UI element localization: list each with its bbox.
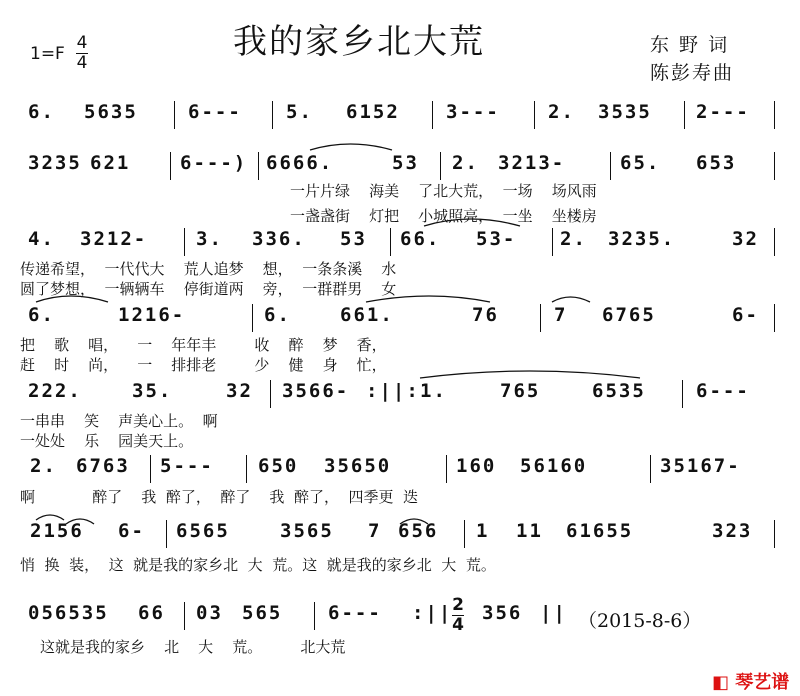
date-stamp: （2015-8-6） [578,610,702,632]
lyric-line: 一处处 乐 园美天上。 [20,432,194,450]
note-group: 5--- [160,455,214,477]
slur-arc [310,144,392,150]
note-group: 56160 [520,455,588,477]
lyricist-credit: 东 野 词 [650,34,730,56]
note-group: 3566- [282,380,350,402]
note-group: 765 [500,380,541,402]
note-group: 53- [476,228,517,250]
time-signature-top: 2 [452,595,464,615]
note-group: 3212- [80,228,148,250]
note-group: 3. [196,228,223,250]
lyric-line: 这就是我的家乡 北 大 荒。 北大荒 [40,638,346,656]
lyric-line: 赶 时 尚， 一 排排老 少 健 身 忙， [20,356,387,374]
logo-text: 琴艺谱 [735,672,790,693]
note-group: 6535 [592,380,646,402]
repeat-sign: :||: [366,380,420,402]
note-group: 056535 [28,602,109,624]
note-group: 1 [476,520,490,542]
note-group: 661. [340,304,394,326]
note-group: 35650 [324,455,392,477]
time-signature-top: 4 [76,33,88,53]
slur-arc [36,515,64,520]
key-signature: 1=F [30,44,65,64]
note-group: 6565 [176,520,230,542]
note-group: 656 [398,520,439,542]
note-group: 4. [28,228,55,250]
time-signature-bottom: 4 [76,53,88,73]
note-group: 6. [28,101,55,123]
note-group: 3535 [598,101,652,123]
note-group: 2. [548,101,575,123]
composer-credit: 陈彭寿曲 [650,62,735,84]
note-group: 6--- [328,602,382,624]
slur-arc [420,371,640,378]
slur-arc [366,296,490,302]
note-group: 6- [732,304,759,326]
note-group: 7 [368,520,382,542]
slur-arc [66,519,94,524]
lyric-line: 把 歌 唱， 一 年年丰 收 醉 梦 香， [20,336,387,354]
note-group: 76 [472,304,499,326]
slur-arc [36,296,108,302]
note-group: 6666. [266,152,334,174]
note-group: 61655 [566,520,634,542]
logo-icon: ◧ [712,672,730,693]
note-group: 5. [286,101,313,123]
note-group: 2. [30,455,57,477]
note-group: 3565 [280,520,334,542]
note-group: 3--- [446,101,500,123]
note-group: 2. [560,228,587,250]
note-group: 6152 [346,101,400,123]
note-group: 53 [392,152,419,174]
slur-arc [400,519,428,524]
brand-logo [712,668,789,694]
note-group: 35167- [660,455,741,477]
note-group: 222. [28,380,82,402]
note-group: 32 [732,228,759,250]
lyric-line: 啊 醉了 我 醉了， 醉了 我 醉了， 四季更 迭 [20,488,419,506]
note-group: 650 [258,455,299,477]
note-group: 35. [132,380,173,402]
note-group: 03 [196,602,223,624]
note-group: 1216- [118,304,186,326]
note-group: 32 [226,380,253,402]
note-group: 621 [90,152,131,174]
song-title: 我的家乡北大荒 [233,22,485,62]
note-group: 2156 [30,520,84,542]
note-group: 6765 [602,304,656,326]
note-group: 356 [482,602,523,624]
note-group: 6--- [188,101,242,123]
lyric-line: 圆了梦想， 一辆辆车 停街道两 旁， 一群群男 女 [20,280,397,298]
note-group: 6- [118,520,145,542]
note-group: 323 [712,520,753,542]
lyric-line: 一片片绿 海美 了北大荒， 一场 场风雨 [290,182,597,200]
note-group: 336. [252,228,306,250]
note-group: 53 [340,228,367,250]
note-group: 7 [554,304,568,326]
repeat-end-sign: :|| [412,602,453,624]
lyric-line: 一盏盏街 灯把 小城照亮， 一坐 坐楼房 [290,207,597,225]
note-group: 6763 [76,455,130,477]
note-group: 3235 [28,152,82,174]
note-group: 6---) [180,152,248,174]
note-group: 66. [400,228,441,250]
note-group: 66 [138,602,165,624]
note-group: 65. [620,152,661,174]
note-group: 6. [28,304,55,326]
lyric-line: 一串串 笑 声美心上。 啊 [20,412,218,430]
note-group: 3213- [498,152,566,174]
note-group: 2. [452,152,479,174]
note-group: 11 [516,520,543,542]
time-signature-bottom: 4 [452,615,464,635]
note-group: 565 [242,602,283,624]
note-group: 160 [456,455,497,477]
final-barline: || [540,602,567,624]
slur-arc [552,297,590,302]
slur-arc [424,219,520,226]
note-group: 1. [420,380,447,402]
lyric-line: 悄 换 装， 这 就是我的家乡北 大 荒。这 就是我的家乡北 大 荒。 [20,556,496,574]
lyric-line: 传递希望， 一代代大 荒人追梦 想， 一条条溪 水 [20,260,397,278]
note-group: 2--- [696,101,750,123]
note-group: 5635 [84,101,138,123]
note-group: 6--- [696,380,750,402]
note-group: 3235. [608,228,676,250]
note-group: 653 [696,152,737,174]
note-group: 6. [264,304,291,326]
